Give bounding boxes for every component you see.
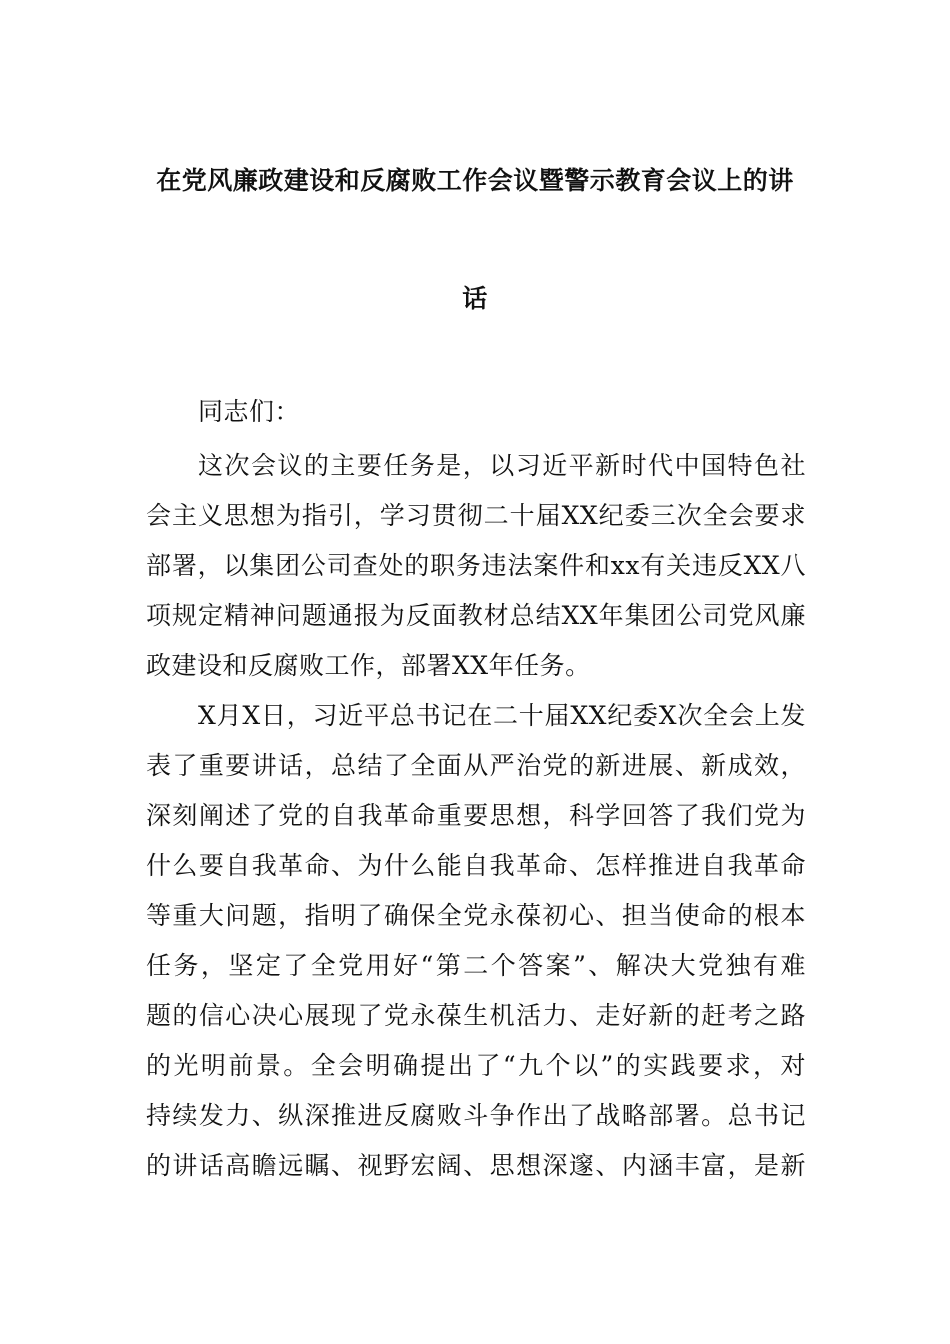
paragraph-line: 等重大问题，指明了确保全党永葆初心、担当使命的根本 (146, 901, 806, 930)
paragraph-line: 深刻阐述了党的自我革命重要思想，科学回答了我们党为 (146, 801, 806, 830)
paragraph-line: 会主义思想为指引，学习贯彻二十届XX纪委三次全会要求 (146, 501, 806, 530)
paragraph-line: 表了重要讲话，总结了全面从严治党的新进展、新成效， (146, 751, 806, 780)
paragraph-line: 任务，坚定了全党用好“第二个答案”、解决大党独有难 (146, 951, 806, 980)
document-title-line-1: 在党风廉政建设和反腐败工作会议暨警示教育会议上的讲 (156, 166, 794, 195)
paragraph-line: 部署，以集团公司查处的职务违法案件和xx有关违反XX八 (146, 551, 806, 580)
paragraph-line: 项规定精神问题通报为反面教材总结XX年集团公司党风廉 (146, 601, 806, 630)
paragraph-line: 什么要自我革命、为什么能自我革命、怎样推进自我革命 (146, 851, 806, 880)
paragraph-line: 题的信心决心展现了党永葆生机活力、走好新的赶考之路 (146, 1001, 806, 1030)
paragraph-line: 的光明前景。全会明确提出了“九个以”的实践要求，对 (146, 1051, 806, 1080)
paragraph-line: 政建设和反腐败工作，部署XX年任务。 (146, 651, 591, 680)
paragraph-line: 持续发力、纵深推进反腐败斗争作出了战略部署。总书记 (146, 1101, 806, 1130)
paragraph-line: 这次会议的主要任务是，以习近平新时代中国特色社 (198, 451, 806, 480)
paragraph-line: X月X日，习近平总书记在二十届XX纪委X次全会上发 (198, 701, 806, 730)
paragraph-line: 的讲话高瞻远瞩、视野宏阔、思想深邃、内涵丰富，是新 (146, 1151, 806, 1180)
salutation: 同志们： (198, 397, 301, 426)
document-title-line-2: 话 (462, 284, 488, 313)
